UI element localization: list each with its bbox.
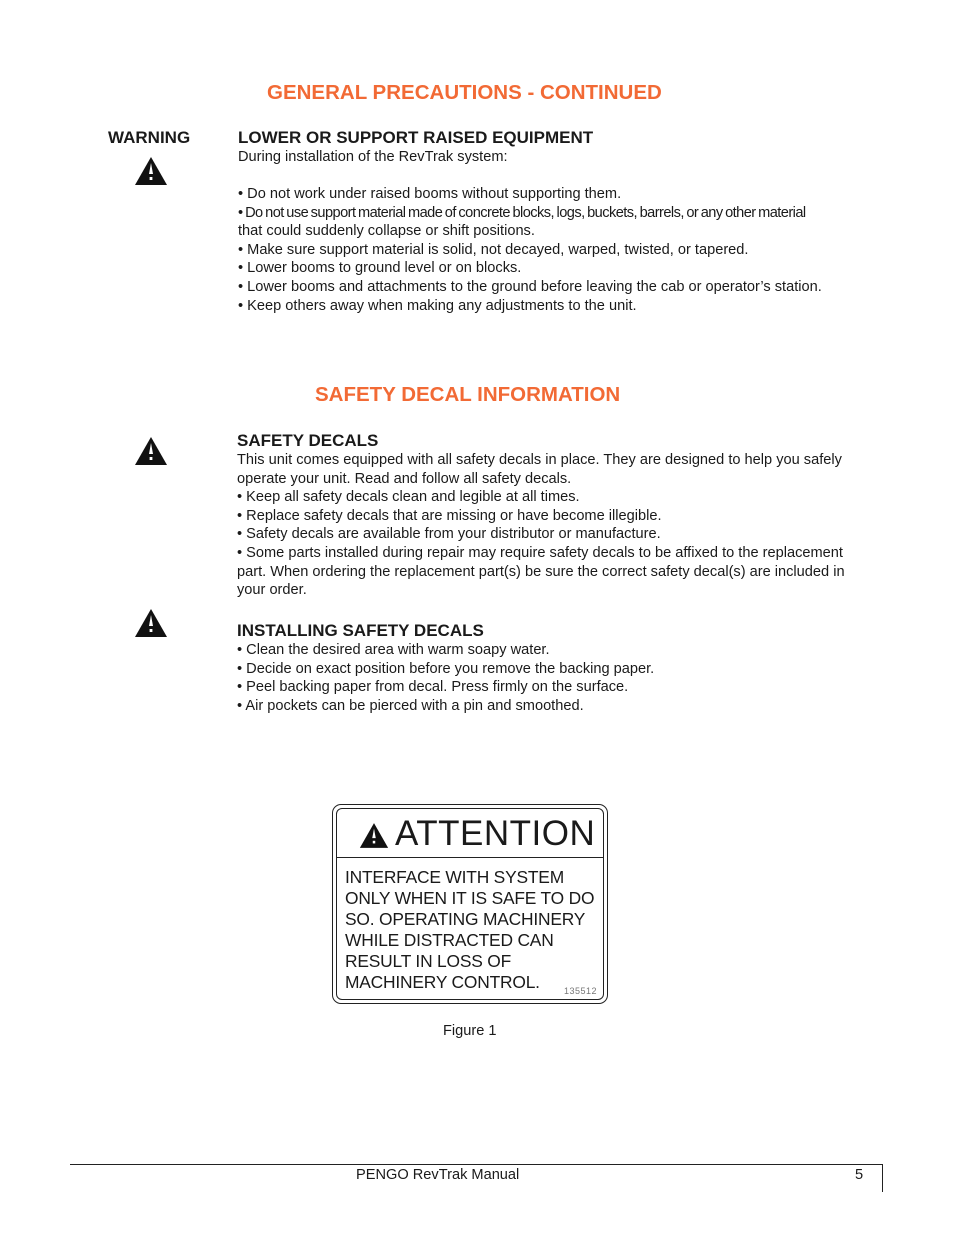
list-item: • Clean the desired area with warm soapy water. — [237, 642, 550, 658]
list-item: that could suddenly collapse or shift positions. — [238, 223, 535, 240]
list-item: • Lower booms to ground level or on blocks. — [238, 260, 522, 277]
warning-triangle-icon — [359, 822, 389, 849]
list-item: • Decide on exact position before you remove the backing paper. — [237, 660, 655, 677]
paragraph-line: This unit comes equipped with all safety decals in place. They are designed to help you safely — [237, 452, 842, 468]
intro-text: During installation of the RevTrak system: — [238, 149, 508, 165]
decal-title: ATTENTION — [395, 814, 596, 853]
decal-line: MACHINERY CONTROL. — [345, 972, 540, 992]
paragraph-line: operate your unit. Read and follow all safety decals. — [237, 470, 572, 487]
decal-message — [345, 867, 594, 993]
warning-triangle-icon — [134, 156, 168, 186]
decal-line: WHILE DISTRACTED CAN — [345, 930, 554, 950]
figure-caption: Figure 1 — [443, 1023, 497, 1039]
page-number: 5 — [855, 1167, 864, 1183]
installing-decals-list — [237, 641, 885, 715]
paragraph-line: part. When ordering the replacement part(s) be sure the correct safety decal(s) are included in — [237, 563, 845, 580]
list-item: • Some parts installed during repair may require safety decals to be affixed to the replacement — [237, 544, 843, 561]
paragraph-line: your order. — [237, 582, 307, 599]
section-title-safety-decal-info: SAFETY DECAL INFORMATION — [315, 383, 621, 406]
decal-part-number: 135512 — [563, 986, 597, 996]
subheading-installing-decals: INSTALLING SAFETY DECALS — [237, 621, 484, 640]
safety-decals-text — [237, 451, 885, 600]
decal-line: ONLY WHEN IT IS SAFE TO DO — [345, 888, 595, 908]
list-item: • Peel backing paper from decal. Press firmly on the surface. — [237, 679, 629, 696]
footer-manual-title: PENGO RevTrak Manual — [356, 1167, 520, 1183]
list-item: • Air pockets can be pierced with a pin and smoothed. — [237, 697, 584, 714]
footer-rule-vertical — [882, 1164, 883, 1192]
list-item: • Keep others away when making any adjustments to the unit. — [238, 297, 637, 314]
list-item: • Safety decals are available from your distributor or manufacture. — [237, 526, 661, 543]
warning-triangle-icon — [134, 436, 168, 466]
attention-decal — [332, 804, 608, 1004]
subheading-safety-decals: SAFETY DECALS — [237, 431, 379, 450]
list-item: • Do not work under raised booms without supporting them. — [238, 186, 622, 202]
section-title-general-precautions: GENERAL PRECAUTIONS - CONTINUED — [267, 81, 662, 104]
list-item: • Lower booms and attachments to the ground before leaving the cab or operator’s station. — [238, 278, 822, 295]
footer-rule — [70, 1164, 883, 1165]
list-item: • Keep all safety decals clean and legible at all times. — [237, 489, 580, 506]
warning-triangle-icon — [134, 608, 168, 638]
decal-line: INTERFACE WITH SYSTEM — [345, 867, 564, 887]
subheading-lower-support: LOWER OR SUPPORT RAISED EQUIPMENT — [238, 128, 594, 147]
precautions-list — [238, 185, 884, 315]
decal-line: SO. OPERATING MACHINERY — [345, 909, 586, 929]
list-item: • Make sure support material is solid, not decayed, warped, twisted, or tapered. — [238, 241, 749, 258]
decal-line: RESULT IN LOSS OF — [345, 951, 512, 971]
list-item: • Replace safety decals that are missing or have become illegible. — [237, 507, 662, 524]
list-item: • Do not use support material made of concrete blocks, logs, buckets, barrels, or any other material — [238, 204, 806, 221]
warning-label: WARNING — [108, 128, 191, 147]
